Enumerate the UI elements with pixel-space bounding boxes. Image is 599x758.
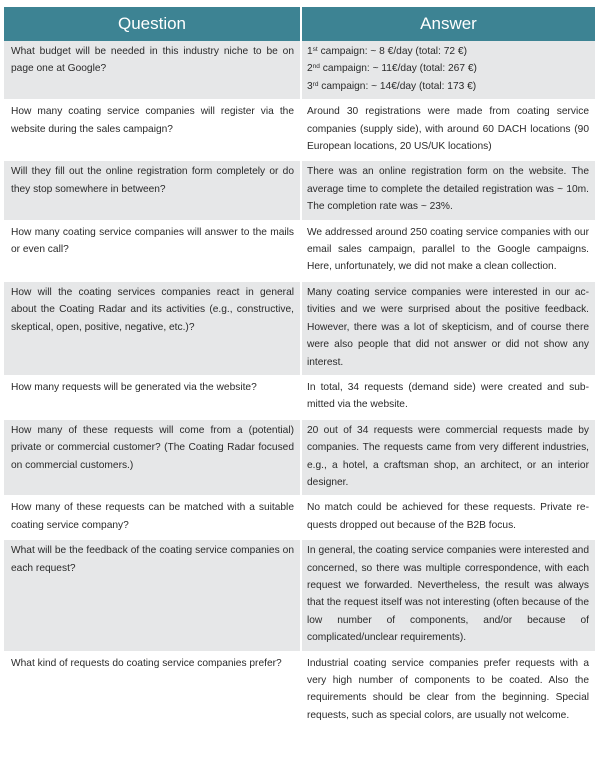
table-row [4, 652, 595, 730]
ordinal-suffix: nd [312, 63, 320, 71]
table-row [4, 496, 595, 539]
table-row [4, 160, 595, 220]
table-row [4, 539, 595, 651]
answer-cell: Many coating service companies were interested in our activities and we were surprised about the positive feedback. However, there was a lot of skepticism, and of course there were also people that did not answer or did not show any interest. [301, 281, 595, 376]
question-cell: How many of these requests will come from a (potential) private or commercial customer? (The Coating Radar focused on commercial customers.) [4, 419, 301, 497]
answer-cell: In total, 34 requests (demand side) were created and submitted via the website. [301, 376, 595, 419]
table-row [4, 100, 595, 160]
answer-cell: Around 30 registrations were made from coating service companies (supply side), with around 60 DACH locations (90 European locations, 20 US/UK locations) [301, 100, 595, 160]
campaign-number: 1 [307, 46, 313, 57]
ordinal-suffix: st [312, 46, 318, 53]
question-cell: What budget will be needed in this industry niche to be on page one at Google? [4, 41, 301, 100]
question-cell: What kind of requests do coating service companies prefer? [4, 652, 301, 730]
header-row [4, 7, 595, 41]
answer-cell [301, 41, 595, 100]
question-cell: How many coating service companies will answer to the mails or even call? [4, 221, 301, 281]
campaign-budget-text: campaign: ~ 11€/day (total: 267 €) [319, 63, 477, 75]
question-cell: How many requests will be generated via the website? [4, 376, 301, 419]
campaign-budget-text: campaign: ~ 8 €/day (total: 72 €) [317, 46, 467, 57]
answer-line [307, 60, 589, 77]
answer-line [307, 78, 589, 95]
campaign-number: 2 [307, 63, 313, 75]
table-row [4, 221, 595, 281]
table-row [4, 281, 595, 376]
answer-line [307, 43, 589, 60]
table-body [4, 41, 595, 729]
ordinal-suffix: rd [312, 80, 319, 88]
question-cell: How many coating service companies will register via the website during the sales campaign? [4, 100, 301, 160]
answer-column-header: Answer [301, 7, 595, 41]
question-cell: What will be the feedback of the coating service companies on each request? [4, 539, 301, 651]
question-cell: Will they fill out the online registration form completely or do they stop somewhere in between? [4, 160, 301, 220]
answer-cell: Industrial coating service companies prefer requests with a very high number of components to be coated. Also the requirements should be clear from the beginning. Special requests, such as special colors, are usually not welcome. [301, 652, 595, 730]
question-cell: How many of these requests can be matched with a suitable coating service company? [4, 496, 301, 539]
question-cell: How will the coating services companies react in general about the Coating Radar and its activities (e.g., constructive, skeptical, open, positive, negative, etc.)? [4, 281, 301, 376]
qa-table [4, 7, 595, 730]
table-row [4, 41, 595, 100]
answer-cell: In general, the coating service companies were interested and concerned, so there was multiple correspondence, with each request we forwarded. Nevertheless, the result was always that the request itself was not interesting (often because of the low number of components, and/or because of complicated/unclear requirements). [301, 539, 595, 651]
question-column-header: Question [4, 7, 301, 41]
answer-cell: We addressed around 250 coating service companies with our email sales campaign, parallel to the Google campaigns. Here, unfortunately, we did not make a clean collection. [301, 221, 595, 281]
table-row [4, 376, 595, 419]
table-header [4, 7, 595, 41]
campaign-number: 3 [307, 80, 313, 92]
answer-cell: 20 out of 34 requests were commercial requests made by companies. The requests came from very different industries, e.g., a hotel, a craftsman shop, an architect, or an interior designer. [301, 419, 595, 497]
campaign-budget-text: campaign: ~ 14€/day (total: 173 €) [318, 80, 477, 92]
table-row [4, 419, 595, 497]
answer-cell: There was an online registration form on the website. The average time to complete the detailed registration was ~ 10m. The completion rate was ~ 23%. [301, 160, 595, 220]
answer-cell: No match could be achieved for these requests. Private requests dropped out because of the B2B focus. [301, 496, 595, 539]
